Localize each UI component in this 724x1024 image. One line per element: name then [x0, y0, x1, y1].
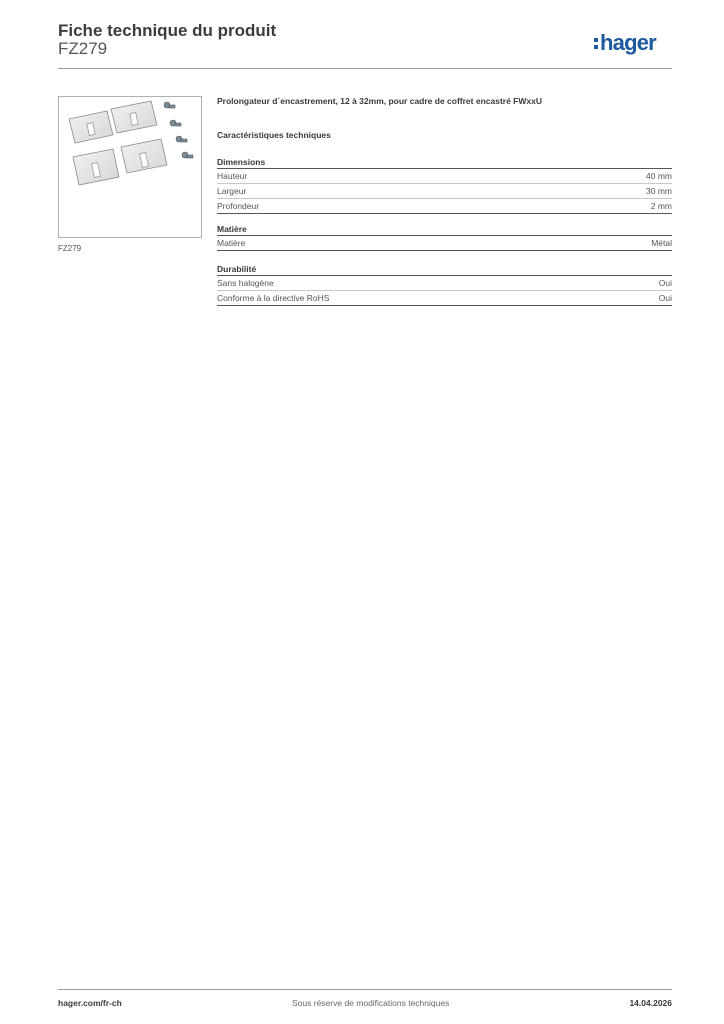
product-code: FZ279	[58, 39, 108, 58]
footer-date: 14.04.2026	[629, 998, 672, 1008]
mounting-plates-illustration	[59, 97, 201, 237]
spec-group-title: Dimensions	[217, 156, 672, 169]
image-caption: FZ279	[58, 244, 82, 253]
spec-row	[217, 199, 672, 214]
specs-heading: Caractéristiques techniques	[217, 130, 331, 140]
spec-group-title: Matière	[217, 223, 672, 236]
spec-row	[217, 169, 672, 184]
product-image	[58, 96, 202, 238]
footer-website-link[interactable]: hager.com/fr-ch	[58, 998, 122, 1008]
spec-label: Sans halogène	[217, 278, 274, 288]
page-title: Fiche technique du produit	[58, 21, 277, 40]
spec-group-dimensions	[217, 156, 672, 214]
spec-row	[217, 184, 672, 199]
spec-value: 40 mm	[646, 171, 672, 181]
hager-logo	[594, 29, 674, 57]
product-description: Prolongateur d´encastrement, 12 à 32mm, pour cadre de coffret encastré FWxxU	[217, 96, 542, 106]
spec-group-durability	[217, 263, 672, 306]
footer-notice: Sous réserve de modifications techniques	[292, 998, 450, 1008]
spec-group-material	[217, 223, 672, 251]
brand-name: hager	[600, 30, 656, 55]
spec-value: Oui	[658, 278, 672, 288]
spec-value: Métal	[651, 238, 672, 248]
spec-label: Profondeur	[217, 201, 260, 211]
spec-value: Oui	[658, 293, 672, 303]
spec-value: 2 mm	[650, 201, 672, 211]
header-divider	[58, 68, 672, 69]
spec-value: 30 mm	[646, 186, 672, 196]
spec-row	[217, 276, 672, 291]
footer-divider	[58, 989, 672, 990]
spec-row	[217, 236, 672, 251]
spec-label: Matière	[217, 238, 246, 248]
spec-row	[217, 291, 672, 306]
spec-label: Hauteur	[217, 171, 248, 181]
spec-label: Conforme à la directive RoHS	[217, 293, 330, 303]
spec-label: Largeur	[217, 186, 247, 196]
spec-group-title: Durabilité	[217, 263, 672, 276]
